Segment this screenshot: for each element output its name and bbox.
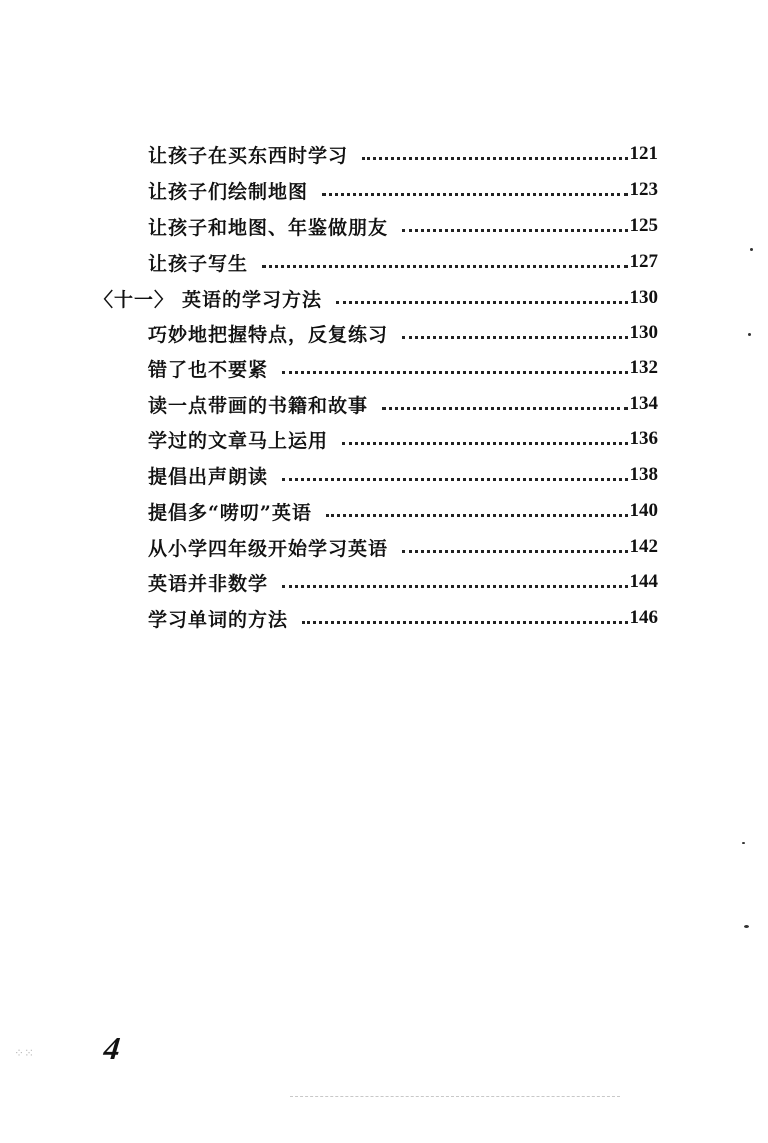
toc-entry-page: 136 [629, 428, 658, 449]
dot-leader [282, 478, 627, 481]
page-bottom-edge [290, 1096, 620, 1097]
toc-entry-title: 英语的学习方法 [182, 288, 323, 311]
toc-entry-page: 138 [629, 464, 658, 485]
toc-section-heading [94, 283, 658, 313]
dot-leader [282, 585, 627, 588]
toc-entry-page: 146 [629, 607, 658, 628]
toc-entry [148, 603, 658, 633]
dot-leader [402, 336, 627, 339]
toc-entry [148, 139, 658, 169]
toc-entry-page: 142 [629, 536, 658, 557]
toc-entry-page: 123 [629, 179, 658, 200]
section-number: 〈十一〉 [94, 288, 175, 311]
dot-leader [382, 407, 627, 410]
toc-entry-title: 巧妙地把握特点，反复练习 [148, 323, 389, 346]
dot-leader [322, 193, 627, 196]
scan-speck [744, 925, 749, 928]
dot-leader [302, 621, 627, 624]
toc-entry [148, 567, 658, 597]
dot-leader [336, 301, 627, 304]
toc-entry-title: 学过的文章马上运用 [148, 429, 329, 452]
dot-leader [342, 442, 627, 445]
toc-entry-page: 130 [629, 287, 658, 308]
toc-entry-page: 144 [629, 571, 658, 592]
toc-entry-page: 132 [629, 357, 658, 378]
toc-entry-title: 学习单词的方法 [148, 608, 289, 631]
toc-entry [148, 424, 658, 454]
toc-entry-title: 提倡多“唠叨”英语 [148, 501, 312, 524]
toc-entry [148, 211, 658, 241]
toc-entry-page: 127 [629, 251, 658, 272]
toc-entry-title: 让孩子们绘制地图 [148, 180, 309, 203]
dot-leader [362, 157, 627, 160]
scan-speck [742, 842, 745, 844]
toc-entry [148, 532, 658, 562]
scan-speck [748, 333, 751, 336]
toc-entry [148, 247, 658, 277]
scan-speck [750, 248, 753, 251]
toc-entry [148, 460, 658, 490]
dot-leader [282, 371, 627, 374]
toc-entry-page: 134 [629, 393, 658, 414]
toc-entry-page: 130 [629, 322, 658, 343]
dot-leader [402, 229, 627, 232]
toc-entry-title: 让孩子在买东西时学习 [148, 144, 349, 167]
toc-entry-page: 140 [629, 500, 658, 521]
toc-entry [148, 496, 658, 526]
scan-smudge: ⁘⁙ [14, 1046, 35, 1060]
page-number: 4 [102, 1030, 122, 1066]
toc-entry-page: 121 [629, 143, 658, 164]
toc-entry-page: 125 [629, 215, 658, 236]
dot-leader [326, 514, 628, 517]
dot-leader [402, 550, 627, 553]
toc-entry [148, 389, 658, 419]
dot-leader [262, 265, 627, 268]
toc-entry-title: 让孩子写生 [148, 252, 249, 275]
toc-entry [148, 175, 658, 205]
toc-entry-title: 提倡出声朗读 [148, 465, 269, 488]
toc-entry [148, 353, 658, 383]
toc-entry-title: 错了也不要紧 [148, 358, 269, 381]
toc-entry-title: 从小学四年级开始学习英语 [148, 537, 389, 560]
toc-entry-title: 英语并非数学 [148, 572, 269, 595]
toc-entry [148, 318, 658, 348]
toc-entry-title: 让孩子和地图、年鉴做朋友 [148, 216, 389, 239]
toc-entry-title: 读一点带画的书籍和故事 [148, 394, 369, 417]
